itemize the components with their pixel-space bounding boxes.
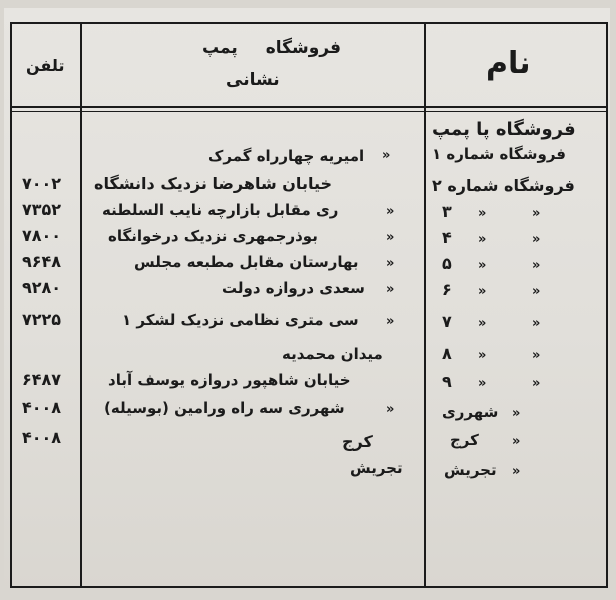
row-7-ditto-a: » xyxy=(532,316,541,331)
row-4-ditto-b: » xyxy=(478,232,487,247)
row-3-ditto-a: » xyxy=(532,206,541,221)
header-phone: تلفن xyxy=(26,56,65,75)
row-11-name: کرج xyxy=(450,431,479,449)
row-4-phone: ۷۸۰۰ xyxy=(22,226,62,245)
row-11-ditto-a: » xyxy=(512,434,521,449)
row-12-address: تجریش xyxy=(350,459,403,477)
row-8-ditto-a: » xyxy=(532,348,541,363)
row-5-name: ۵ xyxy=(442,254,452,273)
section-title: فروشگاه پا پمپ xyxy=(432,119,576,140)
row-9-ditto-b: » xyxy=(478,376,487,391)
header-rule xyxy=(12,106,606,108)
row-7-name: ۷ xyxy=(442,312,452,331)
row-6-ditto-b: » xyxy=(478,284,487,299)
row-7-ditto-b: » xyxy=(478,316,487,331)
row-10-phone: ۴۰۰۸ xyxy=(22,398,62,417)
row-5-ditto-a: » xyxy=(532,258,541,273)
row-11-address: کرج xyxy=(342,432,373,451)
row-9-phone: ۶۴۸۷ xyxy=(22,370,62,389)
row-7-address: سی متری نظامی نزدیک لشکر ۱ xyxy=(122,311,359,329)
row-10-address: شهرری سه راه ورامین (بوسیله) xyxy=(104,399,345,417)
row-3-ditto: » xyxy=(386,204,395,219)
row-11-phone: ۴۰۰۸ xyxy=(22,428,62,447)
row-4-ditto: » xyxy=(386,230,395,245)
row-9-ditto-a: » xyxy=(532,376,541,391)
column-divider-name xyxy=(424,24,426,586)
row-7-phone: ۷۲۲۵ xyxy=(22,310,62,329)
row-2-address: خیابان شاهرضا نزدیک دانشگاه xyxy=(94,174,333,193)
row-6-ditto: » xyxy=(386,282,395,297)
row-3-phone: ۷۳۵۲ xyxy=(22,200,62,219)
row-10-name: شهرری xyxy=(442,403,499,421)
row-5-ditto-b: » xyxy=(478,258,487,273)
row-3-address: ری مقابل بازارچه نایب السلطنه xyxy=(102,201,339,219)
header-store: فروشگاه پمپ xyxy=(202,38,341,58)
row-1-name: فروشگاه شماره ۱ xyxy=(432,145,566,163)
row-4-name: ۴ xyxy=(442,228,452,247)
row-6-ditto-a: » xyxy=(532,284,541,299)
row-5-ditto: » xyxy=(386,256,395,271)
row-3-name: ۳ xyxy=(442,202,452,221)
row-10-ditto-a: » xyxy=(512,406,521,421)
paper xyxy=(4,8,610,596)
row-8-ditto-b: » xyxy=(478,348,487,363)
header-rule-inner xyxy=(12,111,606,112)
row-12-name: تجریش xyxy=(444,461,497,479)
row-1-ditto: » xyxy=(382,148,391,163)
row-7-ditto: » xyxy=(386,314,395,329)
row-9-name: ۹ xyxy=(442,372,452,391)
row-4-ditto-a: » xyxy=(532,232,541,247)
row-4-address: بوذرجمهری نزدیک درخوانگاه xyxy=(108,227,318,245)
column-divider-phone xyxy=(80,24,82,586)
row-10-ditto: » xyxy=(386,402,395,417)
row-5-phone: ۹۶۴۸ xyxy=(22,252,62,271)
row-6-address: سعدی دروازه دولت xyxy=(222,279,365,297)
row-3-ditto-b: » xyxy=(478,206,487,221)
header-address: نشانی xyxy=(226,70,280,90)
price-table xyxy=(10,22,608,588)
row-6-phone: ۹۲۸۰ xyxy=(22,278,62,297)
row-9-address: خیابان شاهپور دروازه یوسف آباد xyxy=(108,371,351,389)
row-6-name: ۶ xyxy=(442,280,452,299)
row-8-address: میدان محمدیه xyxy=(282,345,383,363)
row-1-address: امیریه چهارراه گمرک xyxy=(208,147,365,165)
header-name: نام xyxy=(486,46,531,81)
row-12-ditto-a: » xyxy=(512,464,521,479)
row-5-address: بهارستان مقابل مطبعه مجلس xyxy=(134,253,359,271)
row-8-name: ۸ xyxy=(442,344,452,363)
row-2-phone: ۷۰۰۲ xyxy=(22,174,62,193)
row-2-name: فروشگاه شماره ۲ xyxy=(432,176,575,195)
